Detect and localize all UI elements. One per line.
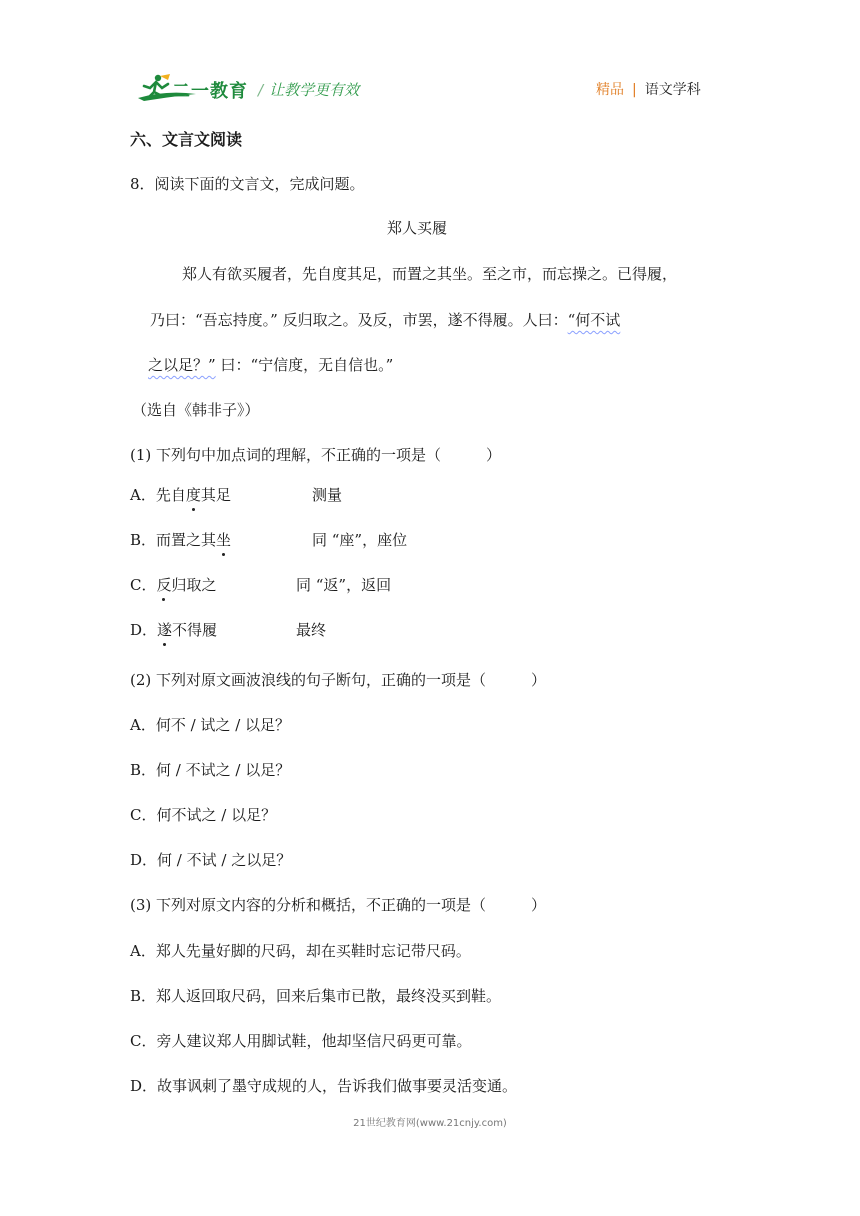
q3-option-a: A．郑人先量好脚的尺码，却在买鞋时忘记带尺码。 <box>130 942 471 960</box>
dotted-word: 反 <box>156 576 172 594</box>
question-intro: 8．阅读下面的文言文，完成问题。 <box>130 175 365 193</box>
logo-text: 二一教育 <box>172 81 248 102</box>
q3-stem: (3) 下列对原文内容的分析和概括，不正确的一项是（ ） <box>130 896 547 914</box>
wavy-sentence-part2: 之以足？” <box>148 356 216 374</box>
dotted-word: 遂 <box>157 621 173 639</box>
wavy-sentence-part1: “何不试 <box>567 311 621 329</box>
q1-option-c-meaning: 同 “返”，返回 <box>296 576 392 594</box>
q3-option-c: C．旁人建议郑人用脚试鞋，他却坚信尺码更可靠。 <box>130 1032 472 1050</box>
q2-stem: (2) 下列对原文画波浪线的句子断句，正确的一项是（ ） <box>130 671 547 689</box>
header-slogan: / 让教学更有效 <box>258 81 360 99</box>
subject-label: 语文学科 <box>644 82 701 98</box>
passage-line-3: 之以足？” 曰：“宁信度，无自信也。” <box>148 356 394 374</box>
q2-option-c: C．何不试之 / 以足？ <box>130 806 277 824</box>
q1-stem: (1) 下列句中加点词的理解，不正确的一项是（ ） <box>130 446 502 464</box>
dotted-word: 度 <box>185 486 201 504</box>
q1-option-d: D．遂不得履 <box>130 621 218 639</box>
page-footer: 21世纪教育网(www.21cnjy.com) <box>353 1118 507 1129</box>
q2-option-d: D．何 / 不试 / 之以足？ <box>130 851 292 869</box>
quality-label: 精品 <box>596 82 624 98</box>
q3-option-d: D．故事讽刺了墨守成规的人，告诉我们做事要灵活变通。 <box>130 1077 518 1095</box>
q2-option-b: B．何 / 不试之 / 以足？ <box>130 761 291 779</box>
passage-line-1: 郑人有欲买履者，先自度其足，而置之其坐。至之市，而忘操之。已得履， <box>182 265 678 283</box>
dotted-word: 坐 <box>216 531 232 549</box>
passage-title: 郑人买履 <box>386 219 447 237</box>
q1-option-d-meaning: 最终 <box>296 621 327 639</box>
q1-option-c: C．反归取之 <box>130 576 217 594</box>
q1-option-a: A．先自度其足 <box>130 486 231 504</box>
q1-option-b: B．而置之其坐 <box>130 531 232 549</box>
q3-option-b: B．郑人返回取尺码，回来后集市已散，最终没买到鞋。 <box>130 987 502 1005</box>
q2-option-a: A．何不 / 试之 / 以足？ <box>130 716 291 734</box>
section-title: 六、文言文阅读 <box>130 130 243 149</box>
q1-option-b-meaning: 同 “座”，座位 <box>312 531 408 549</box>
passage-line-2: 乃曰：“吾忘持度。” 反归取之。及反，市罢，遂不得履。人曰：“何不试 <box>150 311 621 329</box>
passage-source: （选自《韩非子》） <box>132 401 260 419</box>
header-tag: 精品 | 语文学科 <box>596 82 701 98</box>
q1-option-a-meaning: 测量 <box>312 486 343 504</box>
